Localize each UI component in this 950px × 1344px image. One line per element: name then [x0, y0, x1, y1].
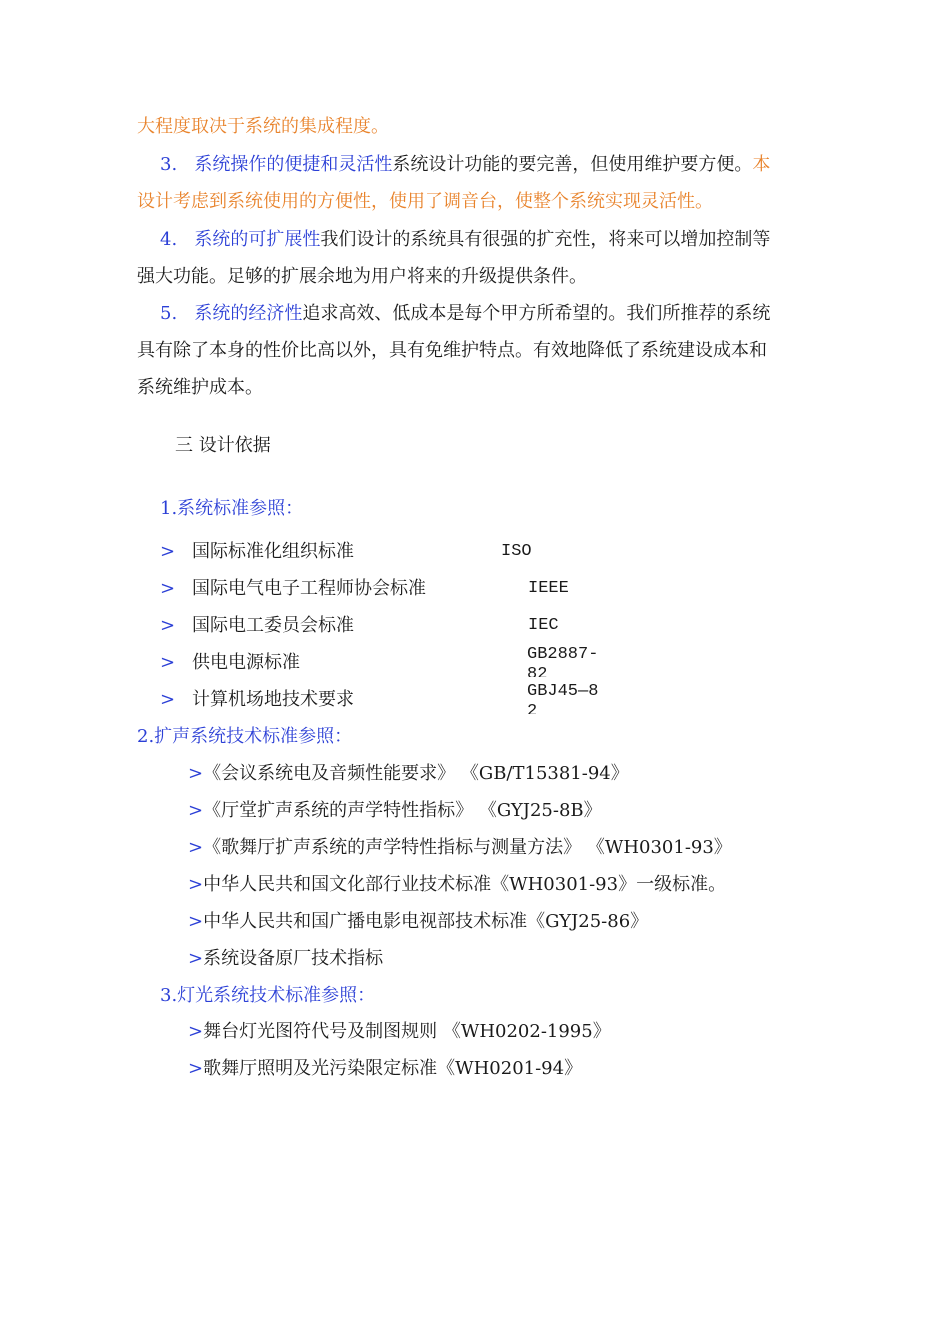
list-item — [188, 948, 383, 970]
list-item — [188, 763, 629, 785]
standard-code: GB2887-82 — [527, 645, 599, 677]
bullet-arrow: > — [160, 541, 176, 562]
list-item — [188, 1058, 582, 1080]
item-title: 系统操作的便捷和灵活性 — [194, 154, 393, 175]
list-item-5 — [160, 303, 770, 325]
section-heading: 三 设计依据 — [175, 435, 271, 456]
standard-text: 中华人民共和国文化部行业技术标准《WH0301-93》一级标准。 — [203, 874, 727, 895]
list-item — [188, 837, 732, 859]
item-text: 我们设计的系统具有很强的扩充性，将来可以增加控制等 — [320, 229, 771, 250]
list-item-3 — [160, 154, 770, 176]
paragraph-line: 系统维护成本。 — [137, 377, 263, 398]
bullet-arrow: > — [188, 1021, 204, 1042]
standard-text: 中华人民共和国广播电影电视部技术标准《GYJ25-86》 — [203, 911, 649, 932]
bullet-arrow: > — [160, 615, 176, 636]
item-title: 系统的经济性 — [194, 303, 303, 324]
item-text: 追求高效、低成本是每个甲方所希望的。我们所推荐的系统 — [302, 303, 771, 324]
item-text: 系统设计功能的要完善，但使用维护要方便。 — [392, 154, 753, 175]
standard-text: 歌舞厅照明及光污染限定标准《WH0201-94》 — [203, 1058, 583, 1079]
standard-text: 舞台灯光图符代号及制图规则 《WH0202-1995》 — [203, 1021, 611, 1042]
standard-name: 国际标准化组织标准 — [192, 541, 354, 562]
list-item-4 — [160, 229, 770, 251]
paragraph-line: 具有除了本身的性价比高以外，具有免维护特点。有效地降低了系统建设成本和 — [137, 340, 767, 361]
standard-code: GBJ45—82 — [527, 682, 599, 714]
standard-text: 《歌舞厅扩声系统的声学特性指标与测量方法》 《WH0301-93》 — [203, 837, 732, 858]
paragraph-line: 设计考虑到系统使用的方便性，使用了调音台，使整个系统实现灵活性。 — [137, 191, 713, 212]
standards-3-title: 3.灯光系统技术标准参照： — [160, 985, 376, 1006]
item-number: 5. — [160, 303, 178, 324]
bullet-arrow: > — [188, 837, 204, 858]
standard-name: 国际电气电子工程师协会标准 — [192, 578, 426, 599]
standard-code: ISO — [501, 542, 532, 561]
bullet-arrow: > — [188, 911, 204, 932]
standard-text: 系统设备原厂技术指标 — [203, 948, 384, 969]
standards-1-title: 1.系统标准参照： — [160, 498, 304, 519]
paragraph-line: 大程度取决于系统的集成程度。 — [137, 116, 389, 137]
standard-code: IEEE — [528, 579, 569, 598]
bullet-arrow: > — [188, 948, 204, 969]
list-item — [188, 874, 726, 896]
standard-text: 《厅堂扩声系统的声学特性指标》 《GYJ25-8B》 — [203, 800, 602, 821]
item-title: 系统的可扩展性 — [194, 229, 321, 250]
standard-code: IEC — [528, 616, 559, 635]
item-number: 4. — [160, 229, 178, 250]
standard-name: 国际电工委员会标准 — [192, 615, 354, 636]
bullet-arrow: > — [160, 578, 176, 599]
bullet-arrow: > — [188, 763, 204, 784]
item-text-highlight: 本 — [752, 154, 771, 175]
list-item — [188, 800, 602, 822]
bullet-arrow: > — [160, 689, 176, 710]
bullet-arrow: > — [188, 1058, 204, 1079]
standards-2-title: 2.扩声系统技术标准参照： — [137, 726, 353, 747]
list-item — [188, 911, 648, 933]
standard-text: 《会议系统电及音频性能要求》 《GB/T15381-94》 — [203, 763, 629, 784]
standard-name: 计算机场地技术要求 — [192, 689, 354, 710]
paragraph-line: 强大功能。足够的扩展余地为用户将来的升级提供条件。 — [137, 266, 587, 287]
bullet-arrow: > — [160, 652, 176, 673]
item-number: 3. — [160, 154, 178, 175]
list-item — [188, 1021, 611, 1043]
bullet-arrow: > — [188, 800, 204, 821]
standard-name: 供电电源标准 — [192, 652, 300, 673]
bullet-arrow: > — [188, 874, 204, 895]
